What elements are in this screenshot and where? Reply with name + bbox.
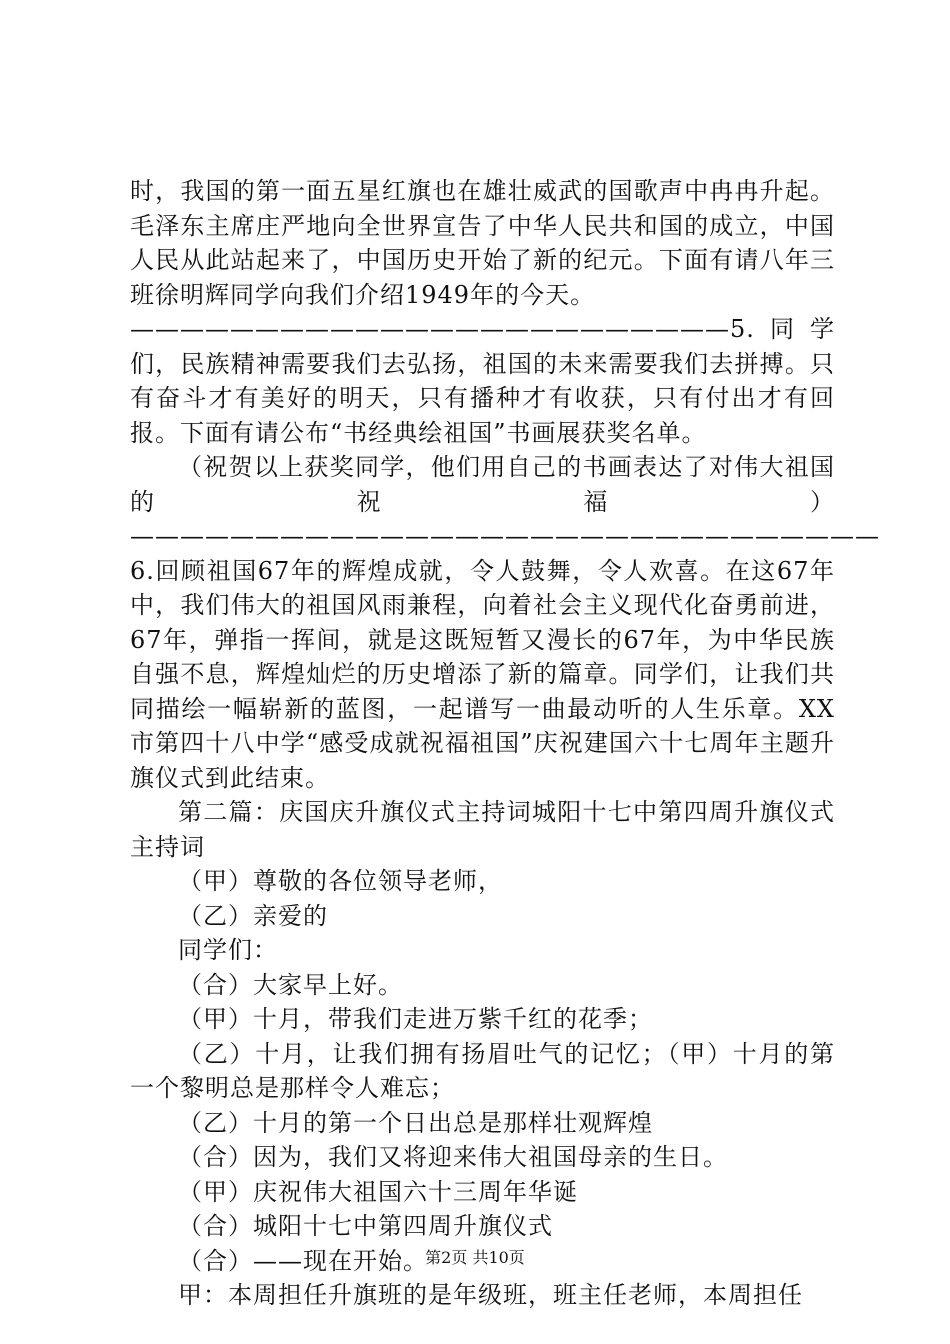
paragraph-2: ————————————————————————5.同学们，民族精神需要我们去弘扬，祖国的未来需要我们去拼搏。只有奋斗才有美好的明天，只有播种才有收获，只有付出才有回报。下面有请公布“书经典绘祖国”书画展获奖名单。	[130, 315, 835, 447]
script-line-he-good-morning: （合）大家早上好。	[178, 970, 403, 999]
section-heading: 第二篇：庆国庆升旗仪式主持词城阳十七中第四周升旗仪式主持词	[130, 798, 835, 861]
script-line-jia-greeting: （甲）尊敬的各位领导老师，	[178, 867, 503, 895]
script-line-jia-anniversary: （甲）庆祝伟大祖国六十三周年华诞	[178, 1177, 578, 1206]
script-line-jia-class: 甲：本周担任升旗班的是年级班，班主任老师，本周担任	[178, 1281, 803, 1309]
script-line-yi-greeting: （乙）亲爱的	[178, 901, 328, 930]
paragraph-1: 时，我国的第一面五星红旗也在雄壮威武的国歌声中冉冉升起。毛泽东主席庄严地向全世界宣告了中华人民共和国的成立，中国人民从此站起来了，中国历史开始了新的纪元。下面有请八年三班徐明辉同学向我们介绍1949年的今天。	[130, 177, 835, 309]
script-line-jia-october: （甲）十月，带我们走进万紫千红的花季；	[178, 1005, 653, 1033]
script-line-classmates: 同学们：	[178, 936, 278, 964]
script-line-yi-sunrise: （乙）十月的第一个日出总是那样壮观辉煌	[178, 1108, 653, 1137]
script-line-he-begin: （合）——现在开始。	[178, 1246, 428, 1275]
paragraph-3: （祝贺以上获奖同学，他们用自己的书画表达了对伟大祖国的祝福）——————————————————————————————6.回顾祖国67年的辉煌成就，令人鼓舞，令人欢喜。在这67年中，我们伟大的祖国风雨兼程，向着社会主义现代化奋勇前进，67年，弹指一挥间，就是这既短暂又漫长的67年，为中华民族自强不息，辉煌灿烂的历史增添了新的篇章。同学们，让我们共同描绘一幅崭新的蓝图，一起谱写一曲最动听的人生乐章。XX市第四十八中学“感受成就祝福祖国”庆祝建国六十七周年主题升旗仪式到此结束。	[130, 453, 880, 792]
page-number-footer: 第2页 共10页	[425, 1248, 525, 1267]
script-line-yi-october: （乙）十月，让我们拥有扬眉吐气的记忆；（甲）十月的第一个黎明总是那样令人难忘；	[130, 1039, 835, 1102]
script-line-he-ceremony: （合）城阳十七中第四周升旗仪式	[178, 1212, 553, 1240]
document-body	[130, 174, 880, 1313]
script-line-he-birthday: （合）因为，我们又将迎来伟大祖国母亲的生日。	[178, 1143, 728, 1171]
